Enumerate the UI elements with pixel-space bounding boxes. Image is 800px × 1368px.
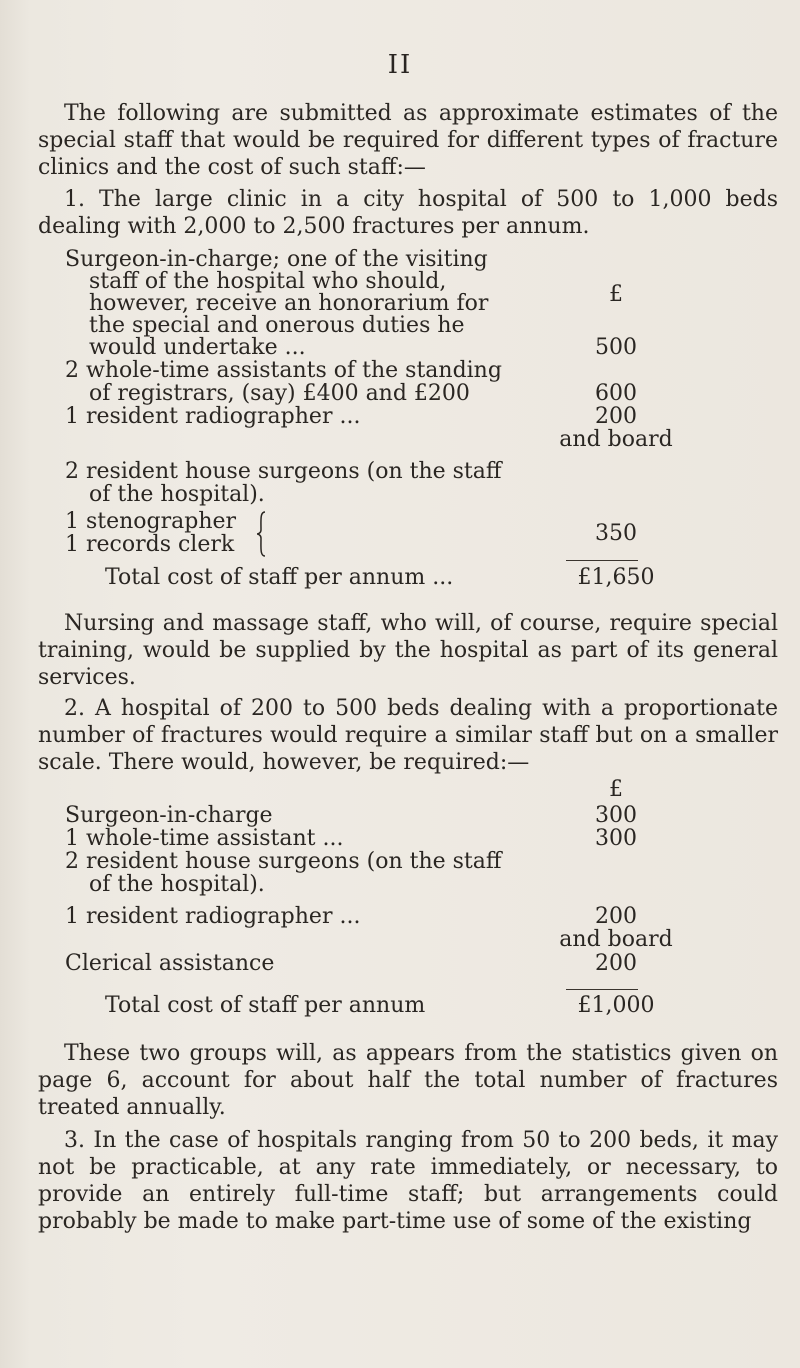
s1-item4-line2: of the hospital). (89, 482, 265, 507)
nursing-note (38, 610, 778, 691)
intro-paragraph (38, 100, 778, 181)
section2-heading (38, 695, 778, 776)
section3-text: 3. In the case of hospitals ranging from 50 to 200 beds, it may not be practicable, at any rate immediately, or necessary, to provide an entirely full-time staff; but arrangements could probably be made to make part-time use of some of the existing (38, 1128, 778, 1234)
section1-currency-symbol: £ (609, 282, 623, 307)
s2-item3-line1: 2 resident house surgeons (on the staff (65, 849, 502, 874)
s2-item4-line1: 1 resident radiographer ... (65, 904, 361, 929)
s1-total-label: Total cost of staff per annum ... (105, 565, 454, 590)
s1-item2-line2: of registrars, (say) £400 and £200 (89, 381, 470, 406)
section1-heading-text: 1. The large clinic in a city hospital of 500 to 1,000 beds dealing with 2,000 to 2,500 fractures per annum. (38, 187, 778, 239)
s1-item2-amount: 600 (595, 381, 637, 406)
s1-item1-line4: the special and onerous duties he (89, 313, 465, 338)
section3-paragraph (38, 1127, 778, 1235)
s2-item4-amount: 200 (595, 904, 637, 929)
brace-icon (255, 510, 269, 558)
s2-item1-line1: Surgeon-in-charge (65, 803, 273, 828)
s1-item1-line5: would undertake ... (89, 335, 306, 360)
s1-item1-line1: Surgeon-in-charge; one of the visiting (65, 247, 488, 272)
s2-total-value: £1,000 (577, 993, 655, 1018)
s2-item2-line1: 1 whole-time assistant ... (65, 826, 344, 851)
section1-heading (38, 186, 778, 240)
s1-item5-line2: 1 records clerk (65, 532, 235, 557)
s2-item5-line1: Clerical assistance (65, 951, 275, 976)
s2-item4-amount-note: and board (559, 927, 673, 952)
s1-total-rule (566, 560, 638, 561)
s1-item1-amount: 500 (595, 335, 637, 360)
groups-note-text: These two groups will, as appears from the statistics given on page 6, account for about half the total number of fractures treated annually. (38, 1041, 778, 1120)
section2-heading-text: 2. A hospital of 200 to 500 beds dealing with a proportionate number of fractures would require a similar staff but on a smaller scale. There would, however, be required:— (38, 696, 778, 775)
page-number: II (387, 50, 413, 80)
s2-total-rule (566, 989, 638, 990)
groups-note (38, 1040, 778, 1121)
s1-item3-amount: 200 (595, 404, 637, 429)
s2-total-label: Total cost of staff per annum (105, 993, 426, 1018)
s2-item3-line2: of the hospital). (89, 872, 265, 897)
s1-item5-line1: 1 stenographer (65, 509, 237, 534)
s1-item1-line3: however, receive an honorarium for (89, 291, 489, 316)
s1-item1-line2: staff of the hospital who should, (89, 269, 447, 294)
s2-item1-amount: 300 (595, 803, 637, 828)
s1-item3-line1: 1 resident radiographer ... (65, 404, 361, 429)
intro-text: The following are submitted as approximate estimates of the special staff that would be required for different types of fracture clinics and the cost of such staff:— (38, 101, 778, 180)
s1-item3-amount-note: and board (559, 427, 673, 452)
nursing-note-text: Nursing and massage staff, who will, of course, require special training, would be supplied by the hospital as part of its general services. (38, 611, 778, 690)
s2-item5-amount: 200 (595, 951, 637, 976)
section2-currency-symbol: £ (609, 777, 623, 802)
s1-item2-line1: 2 whole-time assistants of the standing (65, 358, 502, 383)
s1-total-value: £1,650 (577, 565, 655, 590)
s1-item4-line1: 2 resident house surgeons (on the staff (65, 459, 502, 484)
s2-item2-amount: 300 (595, 826, 637, 851)
s1-item5-amount: 350 (595, 521, 637, 546)
